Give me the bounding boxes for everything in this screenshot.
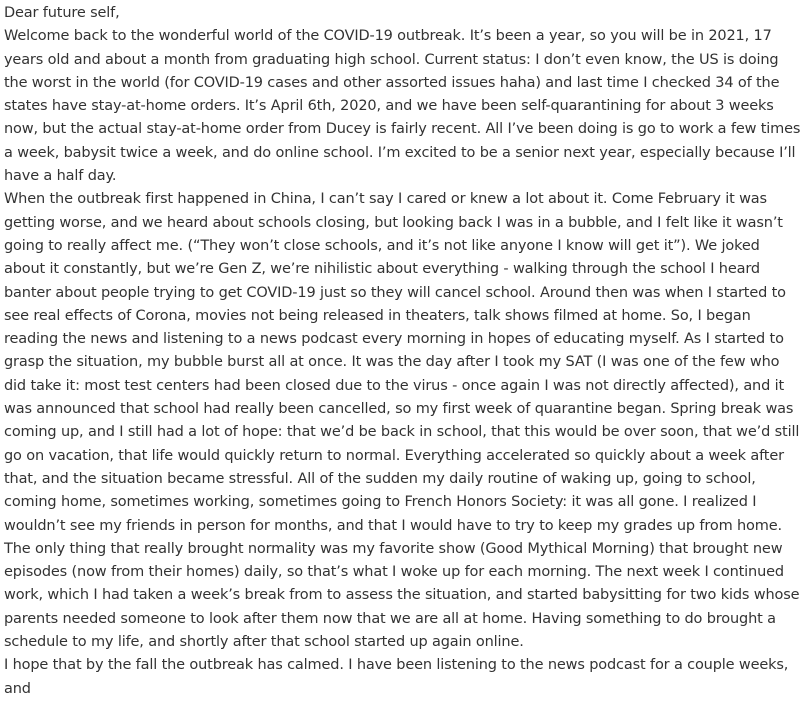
paragraph-status: Welcome back to the wonderful world of the COVID-19 outbreak. It’s been a year, so you will be in 2021, 17 years old and about a month from graduating high school. Current status: I don’t even know, the US is doing the worst in the world (for COVID-19 cases and other assorted issues haha) and last time I checked 34 of the states have stay-at-home orders. It’s April 6th, 2020, and we have been self-quarantining for about 3 weeks now, but the actual stay-at-home order from Ducey is fairly recent. All I’ve been doing is go to work a few times a week, babysit twice a week, and do online school. I’m excited to be a senior next year, especially because I’ll have a half day. bbox=[4, 28, 801, 185]
salutation: Dear future self, bbox=[4, 5, 120, 21]
letter-document bbox=[4, 2, 804, 701]
paragraph-hopes: I hope that by the fall the outbreak has calmed. I have been listening to the news podcast for a couple weeks, and bbox=[4, 657, 789, 697]
paragraph-outbreak-story: When the outbreak first happened in China, I can’t say I cared or knew a lot about it. Come February it was getting worse, and we heard about schools closing, but looking back I was in a bubble, and I felt like it wasn’t going to really affect me. (“They won’t close schools, and it’s not like anyone I know will get it”). We joked about it constantly, but we’re Gen Z, we’re nihilistic about everything - walking through the school I heard banter about people trying to get COVID-19 just so they will cancel school. Around then was when I started to see real effects of Corona, movies not being released in theaters, talk shows filmed at home. So, I began reading the news and listening to a news podcast every morning in hopes of educating myself. As I started to grasp the situation, my bubble burst all at once. It was the day after I took my SAT (I was one of the few who did take it: most test centers had been closed due to the virus - once again I was not directly affected), and it was announced that school had really been cancelled, so my first week of quarantine began. Spring break was coming up, and I still had a lot of hope: that we’d be back in school, that this would be over soon, that we’d still go on vacation, that life would quickly return to normal. Everything accelerated so quickly about a week after that, and the situation became stressful. All of the sudden my daily routine of waking up, going to school, coming home, sometimes working, sometimes going to French Honors Society: it was all gone. I realized I wouldn’t see my friends in person for months, and that I would have to try to keep my grades up from home. The only thing that really brought normality was my favorite show (Good Mythical Morning) that brought new episodes (now from their homes) daily, so that’s what I woke up for each morning. The next week I continued work, which I had taken a week’s break from to assess the situation, and started babysitting for two kids whose parents needed someone to look after them now that we are all at home. Having something to do brought a schedule to my life, and shortly after that school started up again online. bbox=[4, 191, 800, 651]
